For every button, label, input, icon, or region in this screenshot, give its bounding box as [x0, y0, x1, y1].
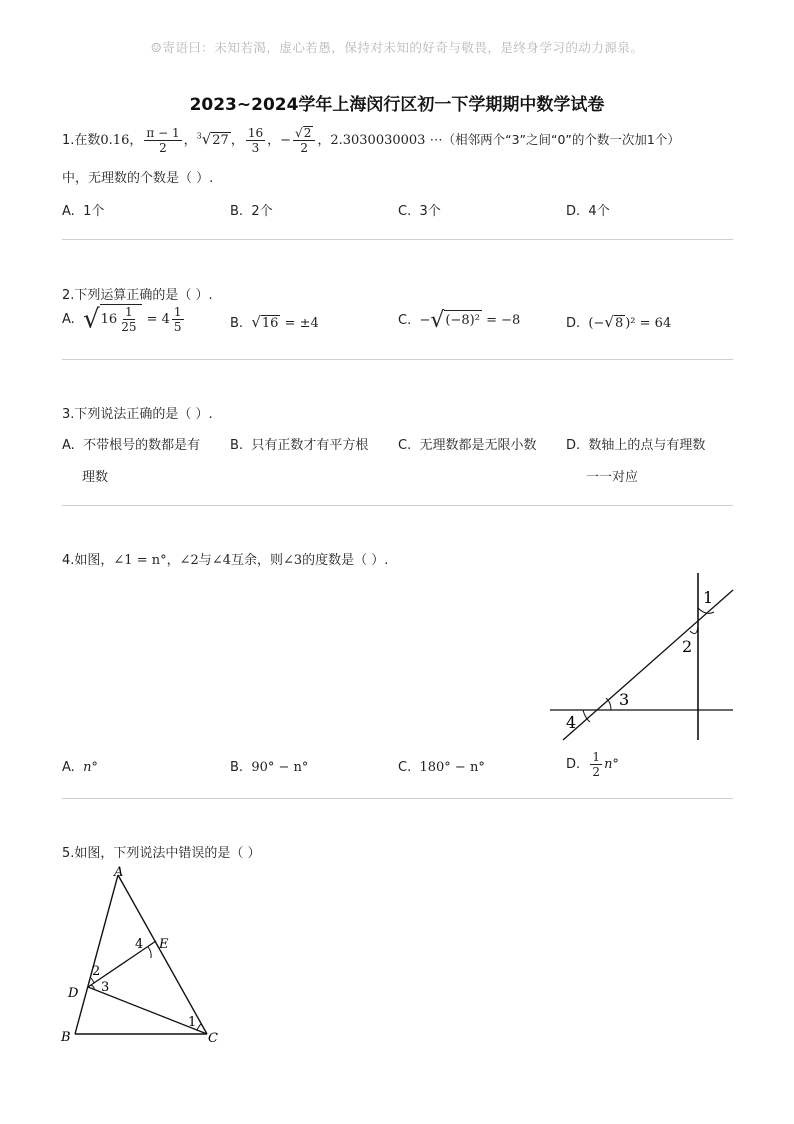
q3-option-a-line2: 理数: [82, 470, 109, 485]
q1-number-1: 0.16: [100, 133, 130, 148]
q5-label-2: 2: [92, 964, 101, 979]
q5-side-ac: [118, 875, 207, 1034]
q1-option-a[interactable]: A. 1个: [62, 204, 105, 219]
q5-label-3: 3: [101, 980, 110, 995]
q4-option-a[interactable]: A. n°: [62, 760, 98, 775]
q4-label-3: 3: [619, 690, 630, 709]
q4-option-d[interactable]: D. $\frac{1}{2}$ n°: [566, 750, 619, 779]
q3-option-a[interactable]: A. 不带根号的数都是有: [62, 438, 201, 453]
divider: [62, 505, 733, 506]
divider: [62, 359, 733, 360]
q4-label-1: 1: [703, 588, 714, 607]
q5-label-a: A: [114, 865, 124, 880]
q5-label-c: C: [208, 1031, 218, 1046]
q2-option-a[interactable]: A. √16 $\frac{1}{25}$ = 4 $\frac{1}{5}$: [62, 304, 182, 335]
q3-option-d[interactable]: D. 数轴上的点与有理数: [566, 438, 706, 453]
q3-option-c[interactable]: C. 无理数都是无限小数: [398, 438, 537, 453]
q1-option-d[interactable]: D. 4个: [566, 204, 610, 219]
q2-option-b[interactable]: B. √16 = ±4: [230, 313, 319, 331]
q4-figure: [545, 570, 740, 745]
q1-stem-line1: 1.在数0.16， $\frac{\pi - 1}{2}$ ，$^3$√27 ， $\frac{16}{3}$ ，− $\frac{√2}{2}$ ，2.3030030003 ⋯（相邻两个“3”之间“0”的个数一次加1个）: [62, 126, 680, 155]
q4-angle-4-arc: [583, 710, 590, 722]
divider: [62, 239, 733, 240]
q5-label-d: D: [68, 986, 79, 1001]
q5-angle-4-arc: [148, 947, 151, 958]
q2-stem: 2.下列运算正确的是（ ）.: [62, 288, 213, 303]
q1-option-b[interactable]: B. 2个: [230, 204, 273, 219]
q5-label-1: 1: [188, 1015, 197, 1030]
q1-option-c[interactable]: C. 3个: [398, 204, 441, 219]
q5-angle-1-arc: [197, 1024, 201, 1030]
q1-stem-line2: 中，无理数的个数是（ ）.: [62, 171, 214, 186]
q5-side-ab: [75, 875, 118, 1034]
q2-option-c[interactable]: C. −√(−8)² = −8: [398, 308, 521, 333]
q4-option-c[interactable]: C. 180° − n°: [398, 760, 485, 775]
q3-stem: 3.下列说法正确的是（ ）.: [62, 407, 213, 422]
q1-cube-root: $^3$√27: [196, 130, 229, 148]
q5-label-4: 4: [135, 937, 144, 952]
q5-figure: [55, 862, 235, 1052]
q4-stem: 4.如图，∠1 = n°，∠2与∠4互余，则∠3的度数是（ ）.: [62, 553, 389, 568]
q5-label-e: E: [159, 937, 169, 952]
q1-fraction-1: $\frac{\pi - 1}{2}$: [146, 126, 180, 155]
q4-option-b[interactable]: B. 90° − n°: [230, 760, 309, 775]
header-motto: ☺寄语曰：未知若渴，虚心若愚，保持对未知的好奇与敬畏，是终身学习的动力源泉。: [150, 40, 644, 55]
divider: [62, 798, 733, 799]
q5-label-b: B: [61, 1030, 71, 1045]
q1-number-2: 2.3030030003 ⋯: [330, 133, 443, 148]
page-title: 2023~2024学年上海闵行区初一下学期期中数学试卷: [189, 95, 605, 115]
q5-stem: 5.如图，下列说法中错误的是（ ）: [62, 846, 261, 861]
q2-option-d[interactable]: D. (−√8 )² = 64: [566, 313, 672, 331]
q3-option-d-line2: 一一对应: [586, 470, 639, 485]
q3-option-b[interactable]: B. 只有正数才有平方根: [230, 438, 369, 453]
q4-label-2: 2: [682, 637, 693, 656]
q1-fraction-3: $\frac{√2}{2}$: [293, 126, 315, 155]
q4-label-4: 4: [566, 713, 577, 732]
q4-transversal: [563, 590, 733, 740]
q1-fraction-2: $\frac{16}{3}$: [247, 126, 264, 155]
